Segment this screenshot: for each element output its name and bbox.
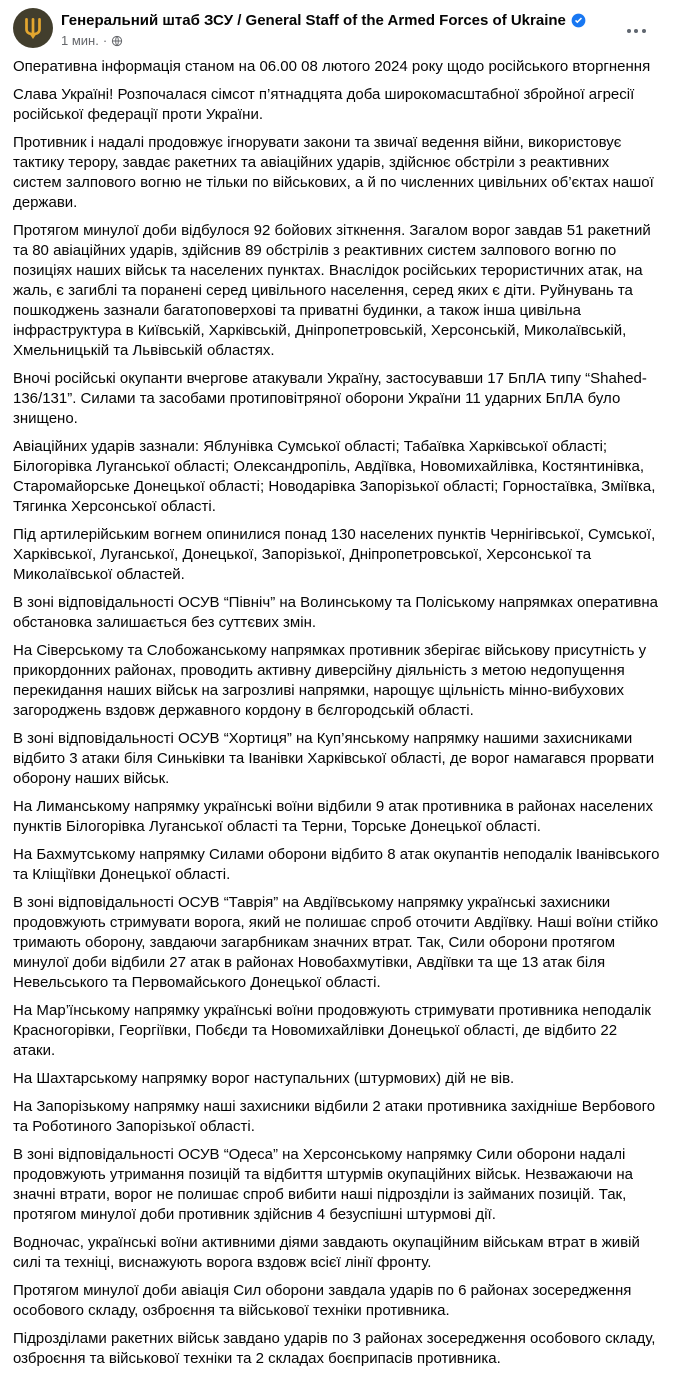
- post-header: [13, 8, 660, 49]
- post-body: [13, 56, 660, 1369]
- separator-dot: ·: [102, 33, 108, 48]
- post-paragraph: На Бахмутському напрямку Силами оборони відбито 8 атак окупантів неподалік Іванівського та Кліщіївки Донецької області.: [13, 846, 660, 883]
- verified-badge-icon: [571, 13, 586, 28]
- post-paragraph: Водночас, українські воїни активними діями завдають окупаційним військам втрат в живій силі та техніці, виснажують ворога вздовж всієї лінії фронту.: [13, 1234, 640, 1271]
- avatar[interactable]: [13, 8, 53, 48]
- ellipsis-icon: [627, 29, 646, 33]
- header-meta: [61, 8, 586, 49]
- post-paragraph: Протягом минулої доби відбулося 92 бойових зіткнення. Загалом ворог завдав 51 ракетний та 80 авіаційних ударів, здійснив 89 обстрілів з реактивних систем залпового вогню по позиціях наших військ та населених пунктах. Внаслідок російських терористичних атак, на жаль, є загиблі та поранені серед цивільного населення, серед яких є діти. Руйнувань та пошкоджень зазнали багатоповерхові та приватні будинки, а також інша цивільна інфраструктура в Київській, Харківській, Дніпропетровській, Херсонській, Миколаївській, Хмельницькій та Львівській областях.: [13, 222, 651, 359]
- post-paragraph: Оперативна інформація станом на 06.00 08 лютого 2024 року щодо російського вторгнення: [13, 58, 651, 75]
- post-paragraph: В зоні відповідальності ОСУВ “Таврія” на Авдіївському напрямку українські захисники продовжують стримувати ворога, який не полишає спроб оточити Авдіївку. Наші воїни стійко тримають оборону, завдаючи загарбникам значних втрат. Так, Сили оборони протягом минулої доби відбили 27 атак в районах Новобахмутівки, Авдіївки та ще 13 атак біля Невельського та Первомайського Донецької області.: [13, 894, 659, 991]
- post-paragraph: Слава Україні! Розпочалася сімсот п’ятнадцята доба широкомасштабної збройної агресії російської федерації проти України.: [13, 86, 635, 123]
- post-paragraph: На Лиманському напрямку українські воїни відбили 9 атак противника в районах населених пунктів Білогорівка Луганської області та Терни, Торське Донецької області.: [13, 798, 653, 835]
- page-name-link[interactable]: Генеральний штаб ЗСУ / General Staff of the Armed Forces of Ukraine: [61, 12, 566, 29]
- author-row: [61, 11, 586, 30]
- post-paragraph: На Шахтарському напрямку ворог наступальних (штурмових) дій не вів.: [13, 1070, 515, 1087]
- post-paragraph: В зоні відповідальності ОСУВ “Північ” на Волинському та Поліському напрямках оперативна обстановка залишається без суттєвих змін.: [13, 594, 659, 631]
- post-paragraph: В зоні відповідальності ОСУВ “Хортиця” на Куп’янському напрямку нашими захисниками відбито 3 атаки біля Синьківки та Іванівки Харківської області, де ворог намагався прорвати оборону наших військ.: [13, 730, 655, 787]
- post-paragraph: Вночі російські окупанти вчергове атакували Україну, застосувавши 17 БпЛА типу “Shahed-136/131”. Силами та засобами протиповітряної оборони України 11 ударних БпЛА було знищено.: [13, 370, 647, 427]
- post-paragraph: Підрозділами ракетних військ завдано ударів по 3 районах зосередження особового складу, озброєння та військової техніки та 2 складах боєприпасів противника.: [13, 1330, 656, 1367]
- post-paragraph: Противник і надалі продовжує ігнорувати закони та звичаї ведення війни, використовує тактику терору, завдає ракетних та авіаційних ударів, здійснює обстріли з реактивних систем залпового вогню не тільки по військових, а й по численних цивільних об’єктах нашої держави.: [13, 134, 654, 211]
- post-paragraph: На Сіверському та Слобожанському напрямках противник зберігає військову присутність у прикордонних районах, проводить активну диверсійну діяльність з метою недопущення перекидання наших військ на загрозливі напрямки, нарощує щільність мінно-вибухових загороджень вздовж державного кордону в бєлгородській області.: [13, 642, 647, 719]
- globe-icon: [111, 35, 123, 47]
- post-paragraph: Під артилерійським вогнем опинилися понад 130 населених пунктів Чернігівської, Сумської, Харківської, Луганської, Донецької, Запорізької, Дніпропетровської, Херсонської та Миколаївської областей.: [13, 526, 656, 583]
- post-paragraph: Протягом минулої доби авіація Сил оборони завдала ударів по 6 районах зосередження особового складу, озброєння та військової техніки противника.: [13, 1282, 632, 1319]
- post-paragraph: Авіаційних ударів зазнали: Яблунівка Сумської області; Табаївка Харківської області; Білогорівка Луганської області; Олександропіль, Авдіївка, Новомихайлівка, Костянтинівка, Старомайорське Донецької області; Новодарівка Запорізької області; Горностаївка, Зміївка, Тягинка Херсонської області.: [13, 438, 656, 515]
- post-paragraph: На Мар’їнському напрямку українські воїни продовжують стримувати противника неподалік Красногорівки, Георгіївки, Побєди та Новомихайлівки Донецької області, де відбито 22 атаки.: [13, 1002, 651, 1059]
- post-menu-button[interactable]: [620, 19, 652, 43]
- post-paragraph: На Запорізькому напрямку наші захисники відбили 2 атаки противника західніше Вербового та Роботиного Запорізької області.: [13, 1098, 656, 1135]
- trident-icon: [20, 15, 46, 41]
- timestamp-row: [61, 33, 586, 49]
- timestamp-link[interactable]: 1 мин.: [61, 33, 99, 48]
- post-paragraph: В зоні відповідальності ОСУВ “Одеса” на Херсонському напрямку Сили оборони надалі продовжують утримання позицій та відбиття штурмів окупаційних військ. Незважаючи на значні втрати, ворог не полишає спроб вибити наші підрозділи із займаних позицій. Так, протягом минулої доби противник здійснив 4 безуспішні штурмові дії.: [13, 1146, 633, 1223]
